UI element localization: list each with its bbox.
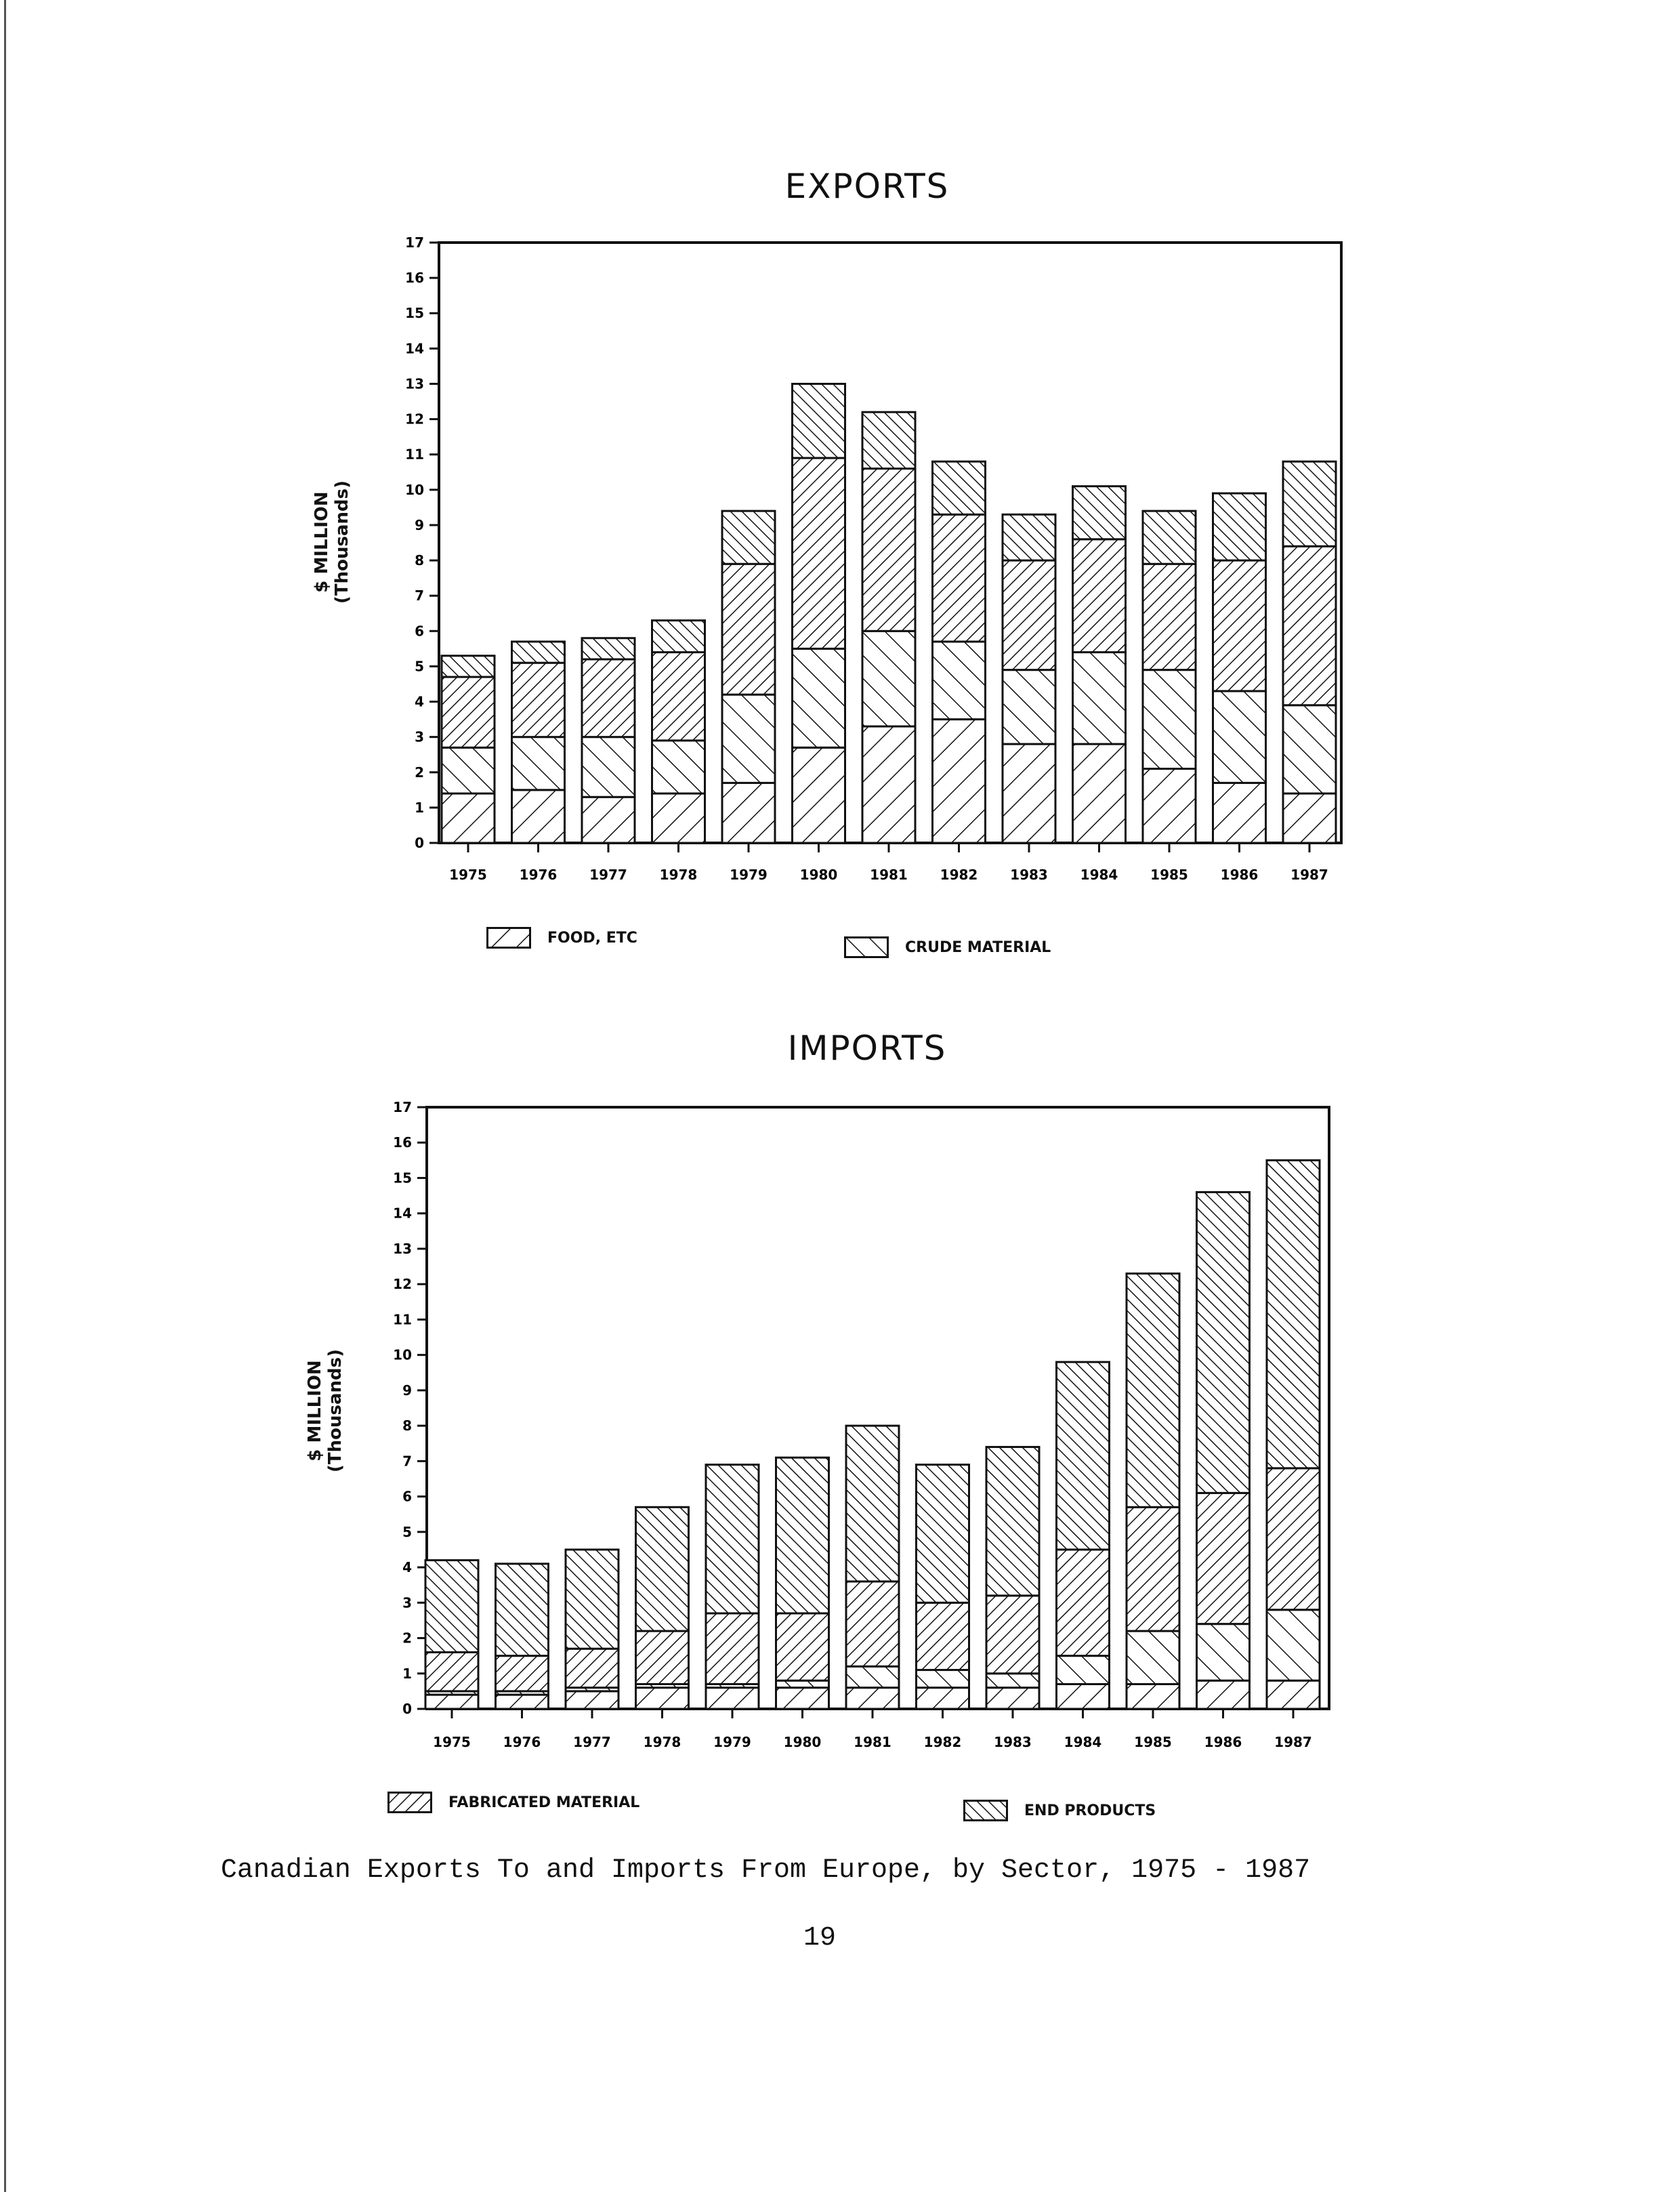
imports-y-tick-label: 5 — [402, 1523, 412, 1540]
imports-x-tick-label: 1983 — [994, 1734, 1032, 1750]
imports-bar-end — [496, 1564, 549, 1656]
exports-x-tick-label: 1975 — [449, 867, 487, 883]
exports-bar-crude — [1073, 653, 1126, 745]
imports-x-tick-label: 1984 — [1064, 1734, 1102, 1750]
imports-bar-fabricated — [636, 1631, 689, 1684]
imports-y-tick-label: 3 — [402, 1594, 412, 1611]
exports-plot — [405, 234, 1341, 883]
imports-x-tick-label: 1986 — [1204, 1734, 1242, 1750]
exports-bar-fabricated — [1073, 539, 1126, 653]
exports-x-tick-label: 1976 — [519, 867, 558, 883]
imports-bar-crude — [917, 1670, 969, 1688]
imports-bar-fabricated — [566, 1649, 618, 1687]
legend-item-crude — [844, 936, 1051, 958]
exports-x-tick-label: 1978 — [659, 867, 698, 883]
imports-bar-crude — [1267, 1610, 1320, 1680]
exports-bar-fabricated — [1283, 546, 1336, 705]
legend-swatch-food — [486, 927, 531, 949]
exports-y-tick-label: 16 — [405, 270, 424, 287]
exports-bar-food — [1073, 744, 1126, 843]
exports-y-axis-label-line1: $ MILLION — [312, 491, 332, 593]
imports-bar-fabricated — [917, 1602, 969, 1670]
exports-y-tick-label: 10 — [405, 481, 424, 498]
imports-plot — [393, 1099, 1329, 1750]
imports-bar-fabricated — [1127, 1507, 1179, 1631]
imports-bar-crude — [986, 1674, 1039, 1688]
imports-bar-food — [986, 1688, 1039, 1709]
imports-bar-end — [1127, 1274, 1179, 1508]
exports-bar-crude — [862, 631, 915, 726]
imports-bar-food — [496, 1695, 549, 1709]
exports-y-tick-label: 13 — [405, 375, 424, 392]
exports-x-tick-label: 1985 — [1150, 867, 1188, 883]
imports-x-tick-label: 1978 — [643, 1734, 681, 1750]
legend-swatch-crude — [844, 936, 889, 958]
exports-bar-end — [1073, 487, 1126, 539]
exports-y-tick-label: 14 — [405, 340, 424, 357]
imports-bar-food — [706, 1688, 759, 1709]
exports-y-tick-label: 6 — [415, 623, 424, 640]
imports-y-tick-label: 9 — [402, 1382, 412, 1399]
imports-x-tick-label: 1981 — [854, 1734, 891, 1750]
imports-y-tick-label: 16 — [393, 1134, 412, 1151]
exports-y-tick-label: 12 — [405, 411, 424, 428]
exports-bar-food — [1143, 769, 1196, 843]
exports-y-tick-label: 8 — [415, 552, 424, 569]
imports-bar-end — [636, 1507, 689, 1631]
exports-x-tick-label: 1982 — [940, 867, 978, 883]
legend-item-food — [486, 927, 637, 949]
exports-x-tick-label: 1984 — [1080, 867, 1118, 883]
imports-bar-food — [425, 1695, 478, 1709]
exports-bar-fabricated — [1213, 560, 1266, 691]
exports-bar-end — [1143, 511, 1196, 564]
imports-bar-end — [566, 1550, 618, 1649]
exports-y-tick-label: 4 — [415, 693, 424, 710]
exports-y-tick-label: 15 — [405, 305, 424, 322]
exports-bar-fabricated — [1143, 564, 1196, 669]
exports-y-tick-label: 5 — [415, 658, 424, 675]
imports-x-tick-label: 1977 — [573, 1734, 611, 1750]
imports-y-tick-label: 10 — [393, 1346, 412, 1363]
imports-y-tick-label: 11 — [393, 1311, 412, 1328]
exports-x-tick-label: 1981 — [870, 867, 908, 883]
imports-x-tick-label: 1976 — [503, 1734, 541, 1750]
exports-bar-fabricated — [652, 653, 705, 741]
exports-bar-food — [862, 726, 915, 843]
exports-bar-crude — [793, 648, 845, 747]
exports-bar-end — [582, 638, 635, 659]
legend-label-crude: CRUDE MATERIAL — [905, 938, 1051, 956]
exports-bar-end — [442, 656, 495, 677]
exports-x-tick-label: 1979 — [730, 867, 768, 883]
exports-y-tick-label: 7 — [415, 587, 424, 604]
exports-bar-food — [652, 793, 705, 843]
imports-bar-fabricated — [776, 1613, 829, 1680]
exports-y-tick-label: 3 — [415, 728, 424, 745]
exports-bar-fabricated — [862, 469, 915, 632]
exports-bar-crude — [1283, 705, 1336, 793]
imports-bar-food — [1267, 1680, 1320, 1709]
exports-y-tick-label: 9 — [415, 516, 424, 533]
imports-bar-fabricated — [496, 1656, 549, 1691]
imports-chart-title: IMPORTS — [787, 1029, 947, 1068]
exports-bar-food — [1213, 783, 1266, 843]
imports-bar-end — [1197, 1192, 1250, 1493]
exports-x-tick-label: 1977 — [589, 867, 627, 883]
imports-bar-fabricated — [846, 1581, 899, 1666]
imports-y-tick-label: 1 — [402, 1665, 412, 1682]
imports-bar-food — [1127, 1684, 1179, 1709]
exports-chart-title: EXPORTS — [784, 167, 950, 206]
imports-x-tick-label: 1987 — [1274, 1734, 1312, 1750]
imports-bar-fabricated — [706, 1613, 759, 1684]
imports-y-tick-label: 12 — [393, 1276, 412, 1293]
exports-bar-fabricated — [933, 514, 986, 642]
figure-caption: Canadian Exports To and Imports From Europe, by Sector, 1975 - 1987 — [220, 1855, 1311, 1886]
exports-bar-end — [1213, 493, 1266, 560]
legend-label-fabricated: FABRICATED MATERIAL — [448, 1794, 640, 1811]
exports-y-tick-label: 11 — [405, 446, 424, 463]
exports-bar-food — [512, 790, 565, 843]
exports-bar-food — [1283, 793, 1336, 843]
exports-bar-end — [722, 511, 775, 564]
exports-bar-end — [862, 412, 915, 468]
imports-bar-end — [846, 1426, 899, 1581]
imports-y-tick-label: 0 — [402, 1701, 412, 1717]
exports-x-tick-label: 1983 — [1010, 867, 1048, 883]
imports-bar-end — [425, 1560, 478, 1653]
exports-bar-crude — [1003, 670, 1055, 744]
imports-y-tick-label: 8 — [402, 1418, 412, 1434]
exports-bar-fabricated — [442, 677, 495, 747]
imports-bar-crude — [846, 1666, 899, 1687]
legend-item-fabricated — [387, 1792, 639, 1813]
exports-bar-end — [652, 621, 705, 653]
exports-bar-crude — [933, 642, 986, 720]
imports-x-tick-label: 1980 — [783, 1734, 822, 1750]
imports-bar-food — [846, 1688, 899, 1709]
exports-bar-crude — [1213, 691, 1266, 783]
imports-y-tick-label: 13 — [393, 1240, 412, 1257]
imports-bar-fabricated — [1057, 1550, 1110, 1656]
exports-bar-food — [582, 797, 635, 843]
exports-bar-crude — [722, 695, 775, 783]
imports-y-tick-label: 15 — [393, 1170, 412, 1186]
exports-bar-food — [1003, 744, 1055, 843]
exports-bar-food — [793, 747, 845, 843]
imports-y-axis-label-line1: $ MILLION — [305, 1360, 325, 1462]
imports-bar-end — [917, 1465, 969, 1603]
exports-bar-end — [793, 384, 845, 457]
imports-y-tick-label: 17 — [393, 1099, 412, 1115]
imports-y-tick-label: 6 — [402, 1488, 412, 1505]
exports-bar-fabricated — [793, 458, 845, 648]
imports-x-tick-label: 1975 — [433, 1734, 471, 1750]
imports-y-tick-label: 7 — [402, 1453, 412, 1470]
imports-bar-end — [776, 1457, 829, 1613]
imports-y-tick-label: 2 — [402, 1630, 412, 1647]
legend-label-end: END PRODUCTS — [1024, 1802, 1156, 1819]
imports-x-tick-label: 1982 — [923, 1734, 962, 1750]
exports-y-tick-label: 17 — [405, 234, 424, 251]
exports-bar-crude — [1143, 670, 1196, 769]
legend-label-food: FOOD, ETC — [547, 929, 637, 947]
exports-bar-end — [1283, 461, 1336, 546]
imports-bar-fabricated — [1197, 1493, 1250, 1624]
exports-bar-fabricated — [1003, 560, 1055, 670]
imports-bar-fabricated — [425, 1652, 478, 1691]
legend-item-end — [963, 1800, 1156, 1821]
imports-bar-end — [1057, 1362, 1110, 1550]
imports-bar-end — [706, 1465, 759, 1613]
imports-bar-crude — [1057, 1656, 1110, 1684]
exports-bar-crude — [582, 737, 635, 798]
imports-bar-food — [776, 1688, 829, 1709]
exports-bar-food — [722, 783, 775, 843]
exports-x-tick-label: 1980 — [799, 867, 838, 883]
imports-y-tick-label: 14 — [393, 1205, 412, 1222]
imports-bar-food — [917, 1688, 969, 1709]
exports-y-axis-label-line2: (Thousands) — [332, 480, 352, 604]
exports-x-tick-label: 1987 — [1290, 867, 1328, 883]
exports-y-tick-label: 1 — [415, 799, 424, 816]
imports-x-tick-label: 1985 — [1134, 1734, 1172, 1750]
imports-bar-food — [566, 1691, 618, 1709]
exports-bar-fabricated — [582, 659, 635, 737]
imports-y-tick-label: 4 — [402, 1559, 412, 1576]
imports-bar-end — [1267, 1160, 1320, 1468]
exports-bar-food — [442, 793, 495, 843]
exports-bar-crude — [652, 741, 705, 793]
imports-bar-crude — [1127, 1631, 1179, 1684]
imports-bar-food — [636, 1688, 689, 1709]
exports-bar-end — [512, 642, 565, 663]
imports-bar-food — [1197, 1680, 1250, 1709]
imports-bar-crude — [1197, 1624, 1250, 1681]
exports-x-tick-label: 1986 — [1220, 867, 1259, 883]
page-number: 19 — [803, 1923, 836, 1953]
exports-bar-end — [933, 461, 986, 514]
legend-swatch-end — [963, 1800, 1008, 1821]
imports-bar-fabricated — [1267, 1468, 1320, 1610]
imports-bar-fabricated — [986, 1596, 1039, 1674]
legend-swatch-fabricated — [387, 1792, 432, 1813]
imports-bar-crude — [776, 1680, 829, 1687]
exports-bar-crude — [512, 737, 565, 790]
exports-y-tick-label: 2 — [415, 764, 424, 781]
imports-bar-end — [986, 1447, 1039, 1595]
exports-bar-fabricated — [722, 564, 775, 695]
imports-x-tick-label: 1979 — [713, 1734, 751, 1750]
imports-bar-food — [1057, 1684, 1110, 1709]
exports-bar-crude — [442, 747, 495, 793]
exports-bar-end — [1003, 514, 1055, 560]
imports-y-axis-label-line2: (Thousands) — [325, 1349, 345, 1472]
exports-y-tick-label: 0 — [415, 835, 424, 851]
exports-bar-fabricated — [512, 663, 565, 737]
exports-bar-food — [933, 720, 986, 843]
